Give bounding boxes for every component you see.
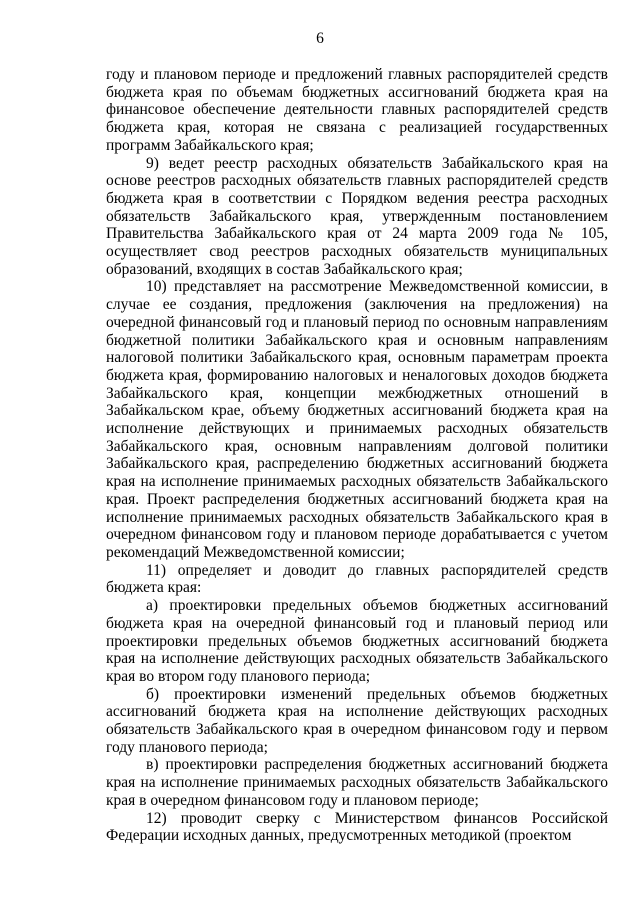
paragraph-subitem-b: б) проектировки изменений предельных объемов бюджетных ассигнований бюджета края на исполнение действующих расходных обязательств Забайкальского края в очередном финансовом году и первом году планового периода; bbox=[106, 685, 608, 756]
page-number: 6 bbox=[316, 30, 324, 47]
paragraph-item-9: 9) ведет реестр расходных обязательств Забайкальского края на основе реестров расходных обязательств главных распорядителей средств бюджета края в соответствии с Порядком ведения реестра расходных обязательств Забайкальского края, утвержденным постановлением Правительства Забайкальского края от 24 марта 2009 года № 105, осуществляет свод реестров расходных обязательств муниципальных образований, входящих в состав Забайкальского края; bbox=[106, 154, 608, 278]
paragraph-item-11: 11) определяет и доводит до главных распорядителей средств бюджета края: bbox=[106, 561, 608, 597]
paragraph-subitem-v: в) проектировки распределения бюджетных ассигнований бюджета края на исполнение принимаемых расходных обязательств Забайкальского края в очередном финансовом году и плановом периоде; bbox=[106, 756, 608, 809]
document-body bbox=[106, 66, 608, 845]
paragraph-continuation: году и плановом периоде и предложений главных распорядителей средств бюджета края по объемам бюджетных ассигнований бюджета края на финансовое обеспечение деятельности главных распорядителей средств бюджета края, которая не связана с реализацией государственных программ Забайкальского края; bbox=[106, 66, 608, 154]
paragraph-item-10: 10) представляет на рассмотрение Межведомственной комиссии, в случае ее создания, предложения (заключения на предложения) на очередной финансовый год и плановый период по основным направлениям бюджетной политики Забайкальского края и основным направлениям налоговой политики Забайкальского края, основным параметрам проекта бюджета края, формированию налоговых и неналоговых доходов бюджета Забайкальского края, концепции межбюджетных отношений в Забайкальском крае, объему бюджетных ассигнований бюджета края на исполнение действующих и принимаемых расходных обязательств Забайкальского края, основным направлениям долговой политики Забайкальского края, распределению бюджетных ассигнований бюджета края на исполнение принимаемых расходных обязательств Забайкальского края. Проект распределения бюджетных ассигнований бюджета края на исполнение принимаемых расходных обязательств Забайкальского края в очередном финансовом году и плановом периоде дорабатывается с учетом рекомендаций Межведомственной комиссии; bbox=[106, 278, 608, 561]
paragraph-item-12: 12) проводит сверку с Министерством финансов Российской Федерации исходных данных, предусмотренных методикой (проектом bbox=[106, 809, 608, 845]
paragraph-subitem-a: а) проектировки предельных объемов бюджетных ассигнований бюджета края на очередной финансовый год и плановый период или проектировки предельных объемов бюджетных ассигнований бюджета края на исполнение действующих расходных обязательств Забайкальского края во втором году планового периода; bbox=[106, 597, 608, 685]
